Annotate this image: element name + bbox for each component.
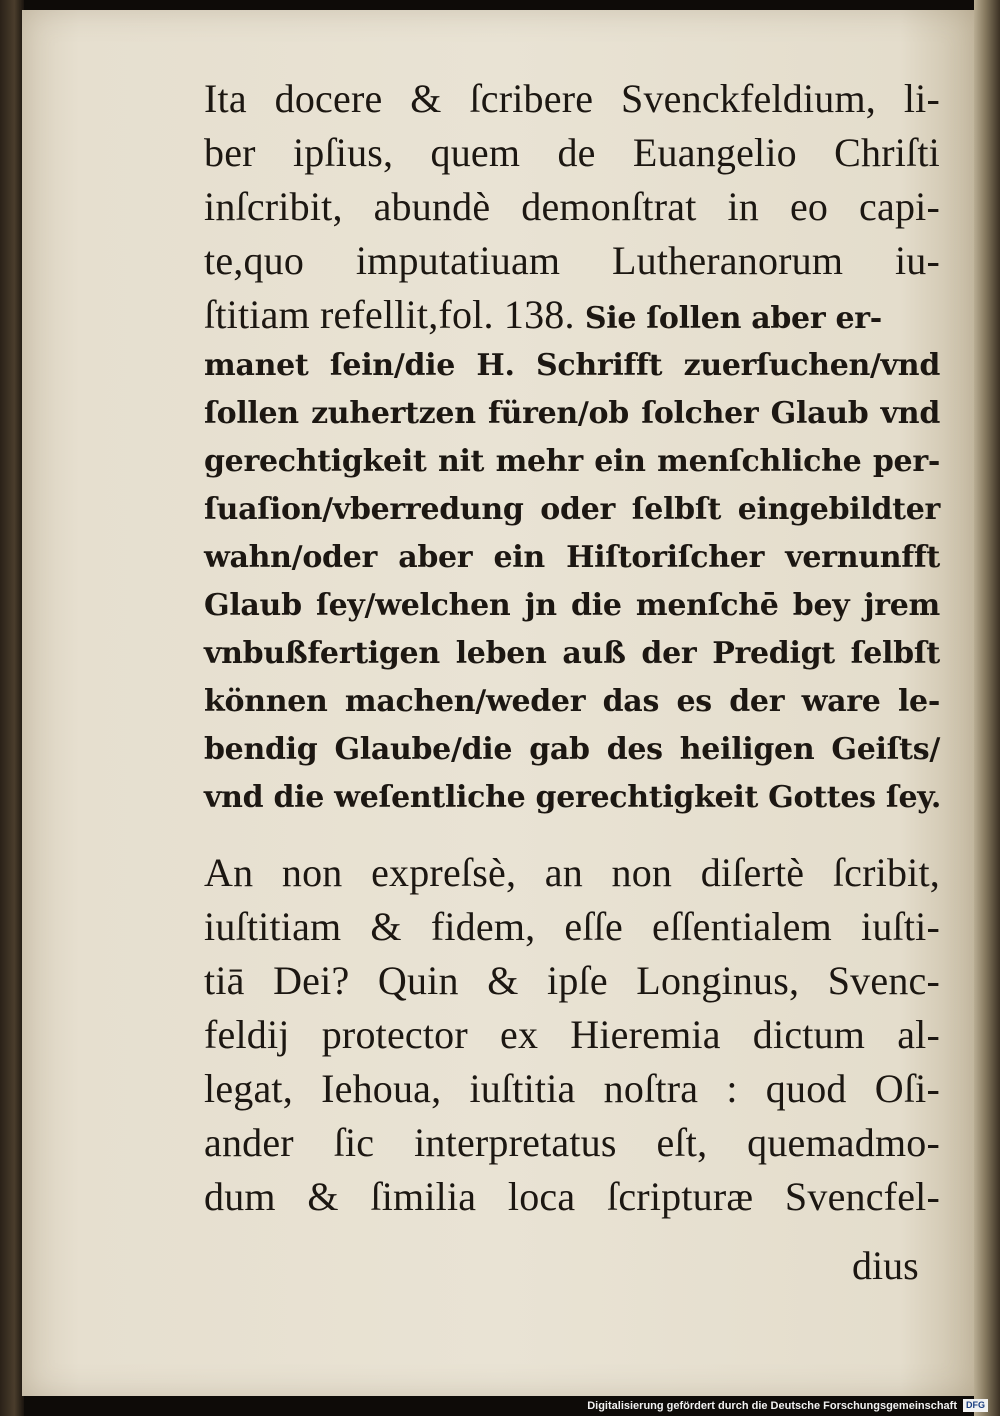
text-line: ſollen zuhertzen füren/ob ſolcher Glaub vnd [204, 396, 940, 431]
text-line: können machen/weder das es der ware le- [204, 684, 940, 719]
text-line: dum & ſimilia loca ſcripturæ Svencfel- [204, 1174, 940, 1219]
text-line: iuſtitiam & fidem, eſſe eſſentialem iuſti- [204, 904, 940, 949]
text-line: ſtitiam refellit,fol. 138. [204, 292, 575, 337]
latin-paragraph-1 [204, 72, 940, 288]
text-line: manet ſein/die H. Schrifft zuerſuchen/vnd [204, 348, 940, 383]
mixed-line [204, 288, 940, 342]
paragraph-gap [204, 822, 940, 846]
text-line: te,quo imputatiuam Lutheranorum iu- [204, 238, 940, 283]
book-right-edge [974, 0, 1000, 1416]
german-quote [204, 342, 940, 822]
text-line: bendig Glaube/die gab des heiligen Geiſts/ [204, 732, 940, 767]
fraktur-text: Sie ſollen aber er- [584, 301, 882, 336]
text-line: legat, Iehoua, iuſtitia noſtra : quod Oſi- [204, 1066, 940, 1111]
catchword: dius [852, 1243, 919, 1288]
text-line: An non expreſsè, an non diſertè ſcribit, [204, 850, 940, 895]
text-line: Ita docere & ſcribere Svenckfeldium, li- [204, 76, 940, 121]
book-left-edge [0, 0, 24, 1416]
text-line: ber ipſius, quem de Euangelio Chriſti [204, 130, 940, 175]
text-line: ſuaſion/vberredung oder ſelbſt eingebildter [204, 492, 940, 527]
digitization-credit [587, 1399, 988, 1412]
text-line: wahn/oder aber ein Hiſtoriſcher vernunfft [204, 540, 940, 575]
text-line: vnd die weſentliche gerechtigkeit Gottes ſey. [204, 780, 942, 815]
text-line: feldij protector ex Hieremia dictum al- [204, 1012, 940, 1057]
text-line: inſcribit, abundè demonſtrat in eo capi- [204, 184, 940, 229]
text-line: vnbußfertigen leben auß der Predigt ſelbſt [204, 636, 940, 671]
text-line: Glaub ſey/welchen jn die menſchē bey jrem [204, 588, 940, 623]
text-line: ander ſic interpretatus eſt, quemadmo- [204, 1120, 940, 1165]
text-line: tiā Dei? Quin & ipſe Longinus, Svenc- [204, 958, 940, 1003]
dfg-logo: DFG [963, 1399, 988, 1412]
page-text [204, 72, 940, 1224]
text-line: gerechtigkeit nit mehr ein menſchliche per- [204, 444, 940, 479]
latin-paragraph-2 [204, 846, 940, 1224]
credit-text: Digitalisierung gefördert durch die Deutsche Forschungsgemeinschaft [587, 1399, 957, 1412]
